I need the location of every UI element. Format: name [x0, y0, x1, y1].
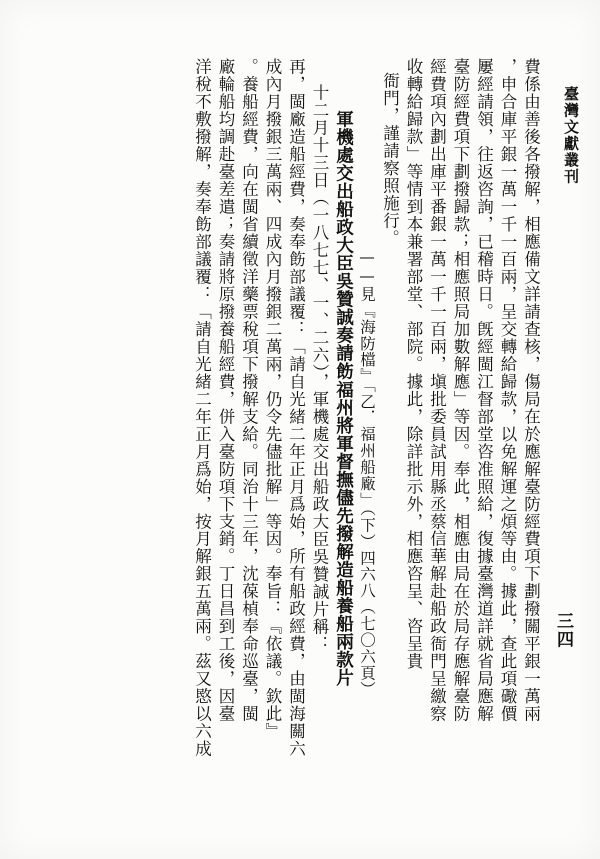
text-column: 經費項內劃出庫平番銀一萬一千一百兩，塡批委員試用縣丞蔡信華解赴船政衙門呈繳察	[427, 58, 447, 723]
text-column: 廠輪船均調赴臺差遣；奏請將原撥養船經費，併入臺防項下支銷。丁日昌到工後，因臺	[216, 58, 235, 723]
text-column: 。養船經費，向在閩省續徵洋藥票稅項下撥解支給。同治十三年，沈葆楨奉命巡臺，閩	[239, 58, 259, 723]
text-column: 屢經請領，往返咨詢，已稽時日。旣經閩江督部堂咨准照給，復據臺灣道詳就省局應解	[474, 58, 494, 723]
text-column: 再，閩廠造船經費，奏奉飭部議覆：「請自光緒二年正月爲始，所有船政經費，由閩海關六	[286, 58, 306, 758]
text-column: 衙門，謹請察照施行。	[380, 72, 400, 247]
series-title: 臺灣文獻叢刊	[562, 86, 580, 185]
text-column: 成內月撥銀三萬兩、四成內月撥銀二萬兩，仍令先儘批解」等因。奉旨：『依議。欽此』	[263, 58, 282, 741]
source-citation: ——見『海防檔』「乙．福州船廠」（下）四六八（七〇六頁）	[358, 248, 376, 698]
text-column: 費係由善後各撥解，相應備文詳請查核，傷局在於應解臺防經費項下劃撥關平銀一萬兩	[521, 58, 541, 723]
text-column: 洋稅不敷撥解，奏奉飭部議覆：「請自光緒二年正月爲始，按月解銀五萬兩。茲又愍以六成	[192, 58, 212, 758]
text-column: 臺防經費項下劃撥歸款；相應照局加數解應」等因。奉此，相應由局在於局存應解臺防	[451, 58, 470, 723]
text-column: 收轉給歸款」等情到本兼署部堂、部院。據此，除詳批示外，相應咨呈、咨呈貴	[404, 58, 423, 671]
section-heading: 軍機處交出船政大臣吳贊誠奏請飭福州將軍督撫儘先撥解造船養船兩款片	[333, 110, 354, 687]
body-text-area	[40, 58, 542, 798]
page-number: 三四	[553, 612, 573, 649]
text-column: 十二月十三日（一八七七、一、二六），軍機處交出船政大臣吳贊誠片稱：	[310, 84, 329, 653]
text-column: ，申合庫平銀一萬一千一百兩，呈交轉給歸款，以免解運之煩等由。據此，查此項礮價	[498, 58, 517, 723]
